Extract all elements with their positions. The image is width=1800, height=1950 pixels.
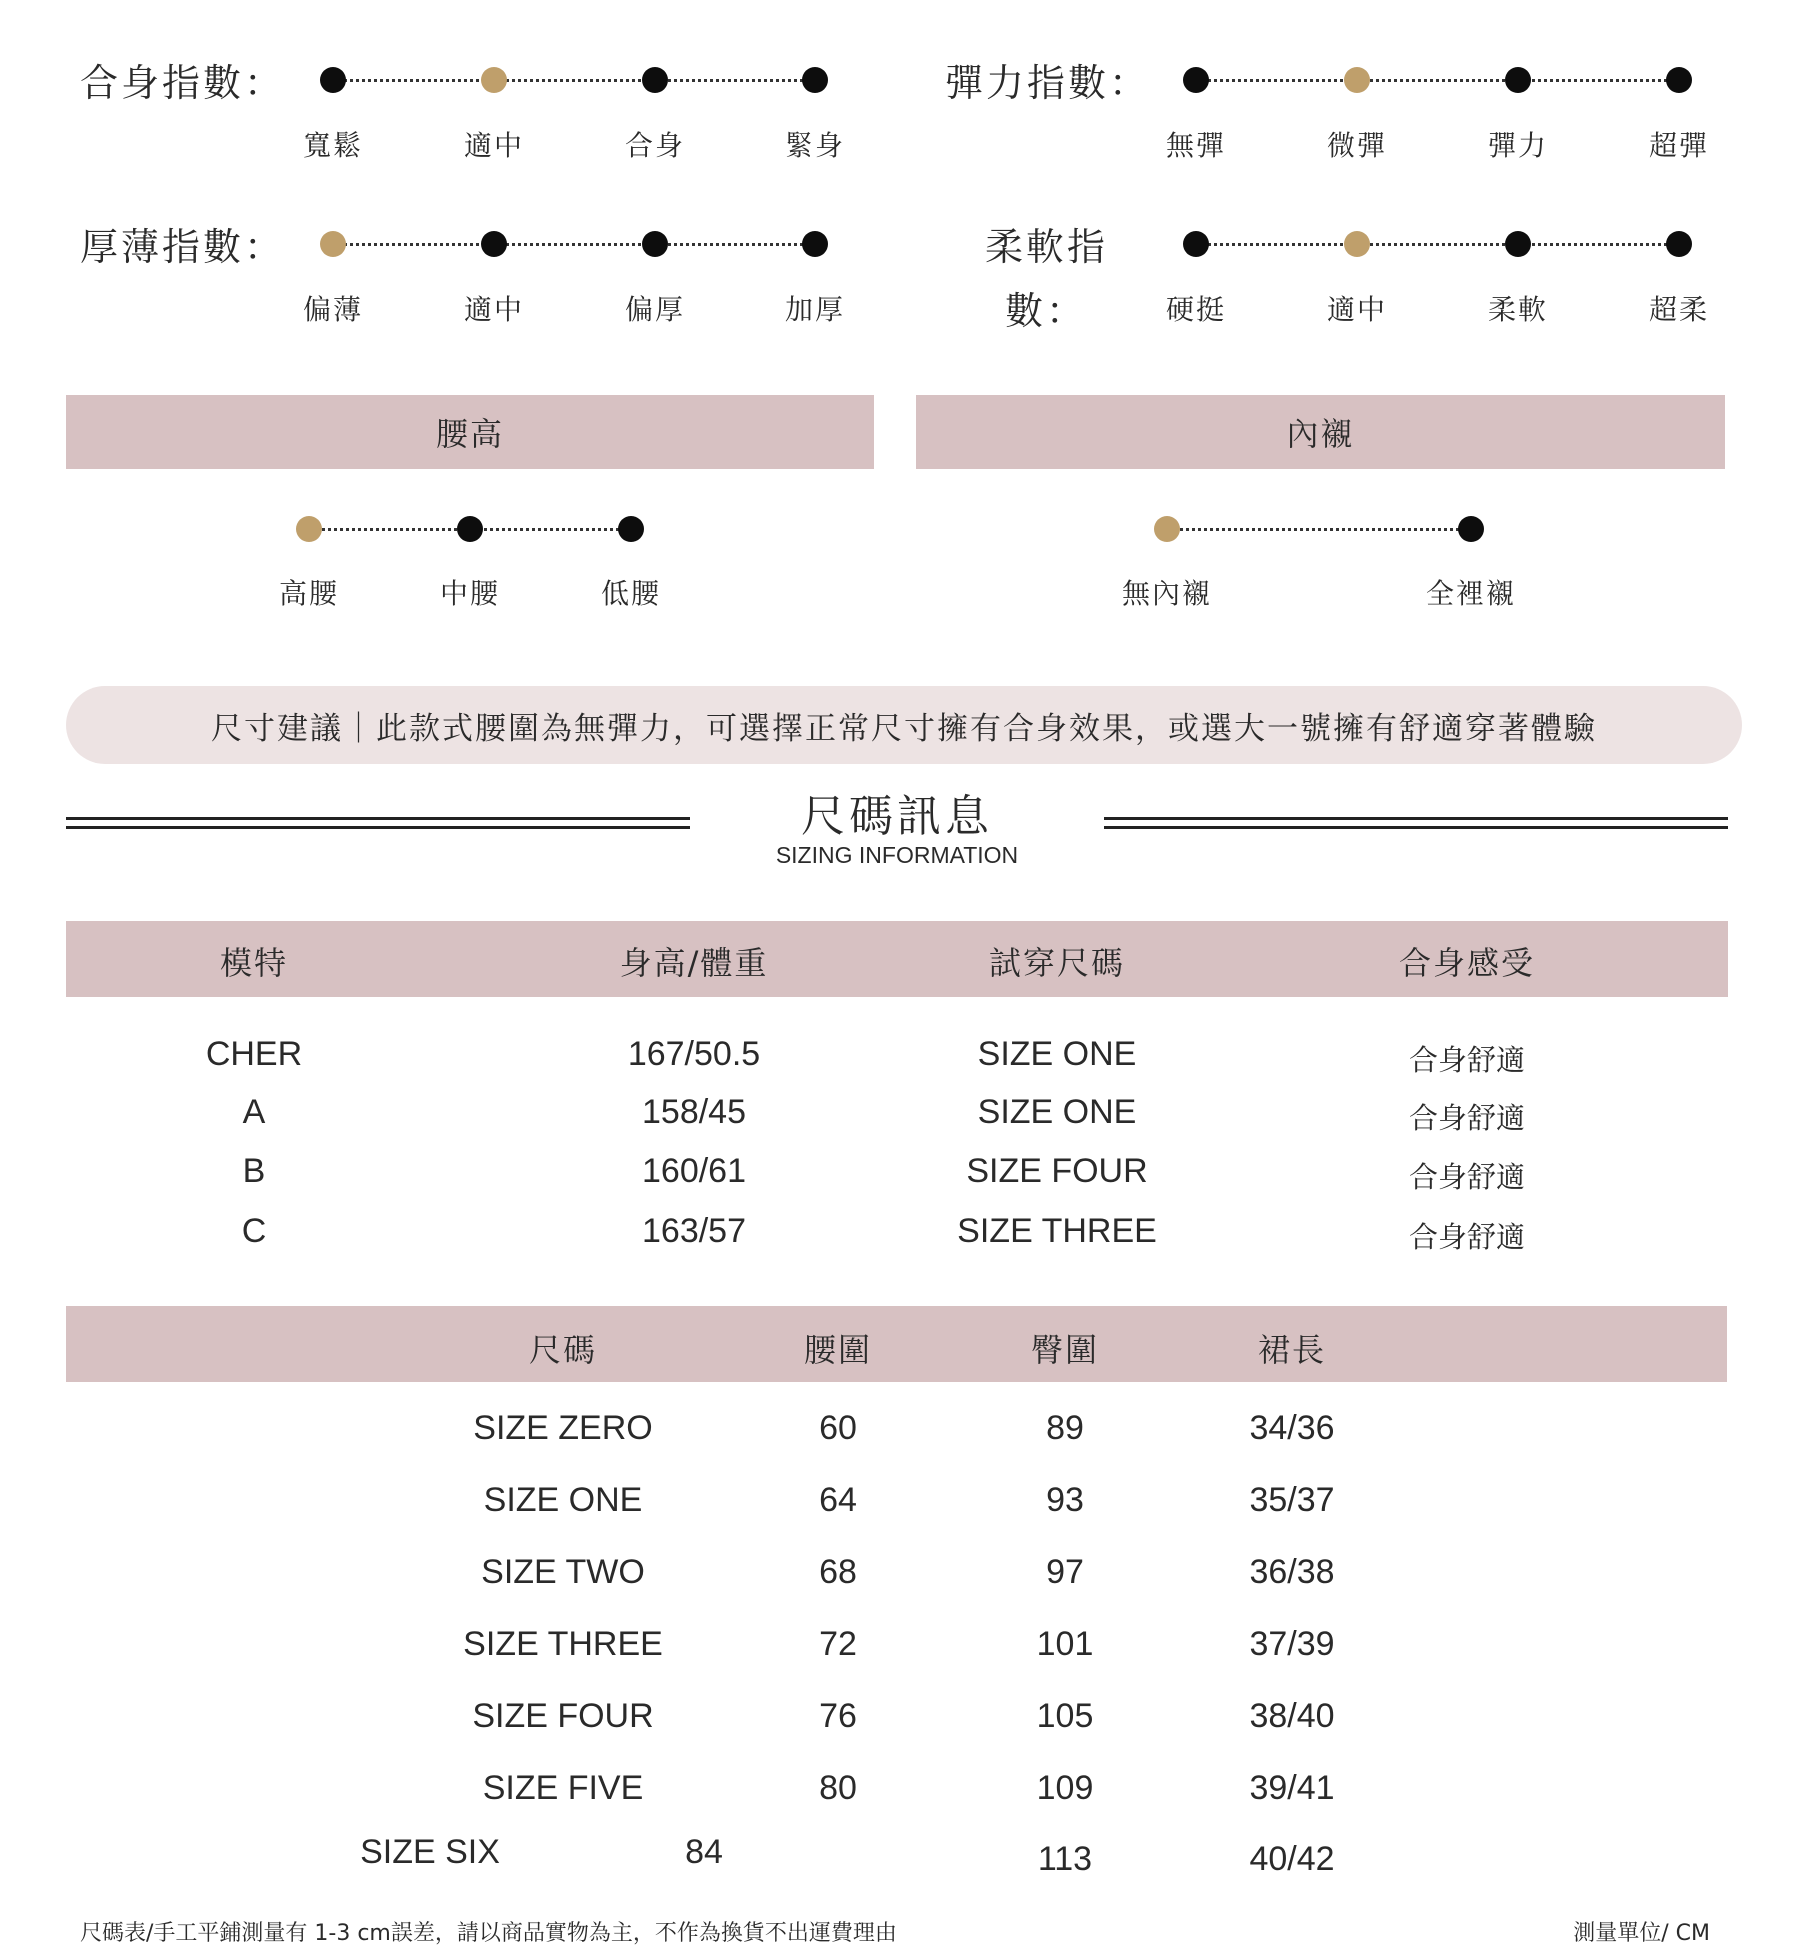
thickness-index-label: 適中 [463, 293, 525, 326]
softness-index-label: 超柔 [1648, 293, 1710, 326]
elasticity-index-dot [1666, 67, 1692, 93]
waist-height-label: 低腰 [600, 577, 662, 610]
elasticity-index-label: 超彈 [1648, 129, 1710, 162]
model-table-cell: SIZE FOUR [966, 1152, 1148, 1190]
size-table-cell: 37/39 [1249, 1625, 1335, 1663]
size-table-cell: 68 [819, 1553, 857, 1591]
fit-index-dot [642, 67, 668, 93]
size-table-cell: 84 [685, 1833, 723, 1871]
size-table-cell: 36/38 [1249, 1553, 1335, 1591]
thickness-index-label: 偏厚 [624, 293, 686, 326]
waist-height-label: 高腰 [278, 577, 340, 610]
softness-index-label: 柔軟 [1487, 293, 1549, 326]
softness-index-dot [1183, 231, 1209, 257]
lining-track [1167, 528, 1471, 531]
size-table-cell: 89 [1046, 1409, 1084, 1447]
measurement-note: 尺碼表/手工平鋪測量有 1-3 cm誤差，請以商品實物為主，不作為換貨不出運費理由 [80, 1921, 897, 1946]
elasticity-index-dot [1505, 67, 1531, 93]
size-table-cell: SIZE SIX [360, 1833, 500, 1871]
size-advice-banner [66, 686, 1742, 764]
model-table-cell: 合身舒適 [1408, 1160, 1526, 1194]
waist-height-dot [618, 516, 644, 542]
size-table-cell: 109 [1036, 1769, 1094, 1807]
thickness-index-dot [802, 231, 828, 257]
lining-dot-selected [1154, 516, 1180, 542]
softness-index-dot-selected [1344, 231, 1370, 257]
fit-index-label: 合身 [624, 129, 686, 162]
thickness-index-label: 偏薄 [302, 293, 364, 326]
size-table-cell: 97 [1046, 1553, 1084, 1591]
waist-height-title: 腰高 [435, 415, 504, 453]
size-table-cell: SIZE FOUR [472, 1697, 654, 1735]
size-table-cell: 34/36 [1249, 1409, 1335, 1447]
fit-index-dot-selected [481, 67, 507, 93]
lining-dot [1458, 516, 1484, 542]
model-table-cell: 合身舒適 [1408, 1220, 1526, 1254]
sizing-title: 尺碼訊息 [801, 791, 993, 842]
size-table-cell: 93 [1046, 1481, 1084, 1519]
thickness-index-track [333, 243, 815, 246]
waist-height-dot [457, 516, 483, 542]
lining-band [916, 395, 1725, 469]
softness-index-label: 適中 [1326, 293, 1388, 326]
softness-index-title-line2: 數： [1005, 289, 1088, 333]
model-table-cell: 160/61 [642, 1152, 746, 1190]
size-table-cell: 38/40 [1249, 1697, 1335, 1735]
model-table-cell: SIZE THREE [957, 1212, 1157, 1250]
size-table-cell: 105 [1036, 1697, 1094, 1735]
heading-rule-right-bottom [1104, 826, 1728, 829]
model-table-cell: 合身舒適 [1408, 1043, 1526, 1077]
size-header-length: 裙長 [1257, 1331, 1327, 1369]
model-header-fit-feel: 合身感受 [1398, 944, 1536, 982]
fit-index-label: 寬鬆 [302, 129, 364, 162]
sizing-subtitle: SIZING INFORMATION [775, 842, 1019, 868]
size-table-cell: 76 [819, 1697, 857, 1735]
heading-rule-left-bottom [66, 826, 690, 829]
size-header-hip: 臀圍 [1030, 1331, 1100, 1369]
size-table-cell: SIZE FIVE [482, 1769, 644, 1807]
heading-rule-left-top [66, 817, 690, 820]
heading-rule-right-top [1104, 817, 1728, 820]
size-table-cell: SIZE ONE [483, 1481, 643, 1519]
fit-index-dot [320, 67, 346, 93]
elasticity-index-label: 無彈 [1165, 129, 1227, 162]
size-table-cell: 39/41 [1249, 1769, 1335, 1807]
model-table-cell: SIZE ONE [977, 1093, 1137, 1131]
model-table-cell: CHER [205, 1035, 303, 1073]
softness-index-dot [1666, 231, 1692, 257]
lining-title: 內襯 [1286, 415, 1355, 453]
thickness-index-title: 厚薄指數： [80, 225, 286, 269]
thickness-index-dot [642, 231, 668, 257]
fit-index-dot [802, 67, 828, 93]
waist-height-band [66, 395, 874, 469]
model-table-cell: C [241, 1212, 267, 1250]
elasticity-index-title: 彈力指數： [945, 61, 1151, 105]
model-header-model: 模特 [219, 944, 289, 982]
measurement-unit: 測量單位/ CM [1573, 1921, 1710, 1946]
size-table-cell: 80 [819, 1769, 857, 1807]
size-table-cell: SIZE ZERO [473, 1409, 653, 1447]
size-table-cell: SIZE THREE [463, 1625, 663, 1663]
size-table-cell: 64 [819, 1481, 857, 1519]
model-header-height-weight: 身高/體重 [619, 944, 769, 982]
waist-height-dot-selected [296, 516, 322, 542]
model-table-cell: A [242, 1093, 266, 1131]
thickness-index-label: 加厚 [784, 293, 846, 326]
lining-label: 無內襯 [1121, 577, 1213, 610]
model-table-cell: SIZE ONE [977, 1035, 1137, 1073]
model-table-cell: 158/45 [642, 1093, 746, 1131]
model-table-cell: 合身舒適 [1408, 1101, 1526, 1135]
model-header-size-tried: 試穿尺碼 [988, 944, 1126, 982]
waist-height-label: 中腰 [439, 577, 501, 610]
size-table-cell: 60 [819, 1409, 857, 1447]
model-table-cell: B [242, 1152, 266, 1190]
model-table-cell: 163/57 [642, 1212, 746, 1250]
elasticity-index-dot [1183, 67, 1209, 93]
size-table-cell: 35/37 [1249, 1481, 1335, 1519]
size-table-cell: SIZE TWO [481, 1553, 645, 1591]
fit-index-track [333, 79, 815, 82]
size-table-cell: 113 [1037, 1840, 1093, 1878]
fit-index-label: 適中 [463, 129, 525, 162]
thickness-index-dot-selected [320, 231, 346, 257]
size-table-cell: 72 [819, 1625, 857, 1663]
size-table-cell: 40/42 [1249, 1840, 1335, 1878]
softness-index-track [1196, 243, 1679, 246]
elasticity-index-label: 微彈 [1326, 129, 1388, 162]
elasticity-index-dot-selected [1344, 67, 1370, 93]
softness-index-label: 硬挺 [1165, 293, 1227, 326]
fit-index-title: 合身指數： [80, 61, 286, 105]
thickness-index-dot [481, 231, 507, 257]
lining-label: 全裡襯 [1425, 577, 1517, 610]
size-header-size: 尺碼 [528, 1331, 598, 1369]
fit-index-label: 緊身 [784, 129, 846, 162]
elasticity-index-track [1196, 79, 1679, 82]
size-table-header [66, 1306, 1727, 1382]
softness-index-title-line1: 柔軟指 [985, 225, 1109, 269]
size-advice-text: 尺寸建議｜此款式腰圍為無彈力，可選擇正常尺寸擁有合身效果，或選大一號擁有舒適穿著體驗 [211, 710, 1597, 747]
elasticity-index-label: 彈力 [1487, 129, 1549, 162]
size-table-cell: 101 [1036, 1625, 1094, 1663]
softness-index-dot [1505, 231, 1531, 257]
size-header-waist: 腰圍 [803, 1331, 873, 1369]
model-table-cell: 167/50.5 [627, 1035, 761, 1073]
